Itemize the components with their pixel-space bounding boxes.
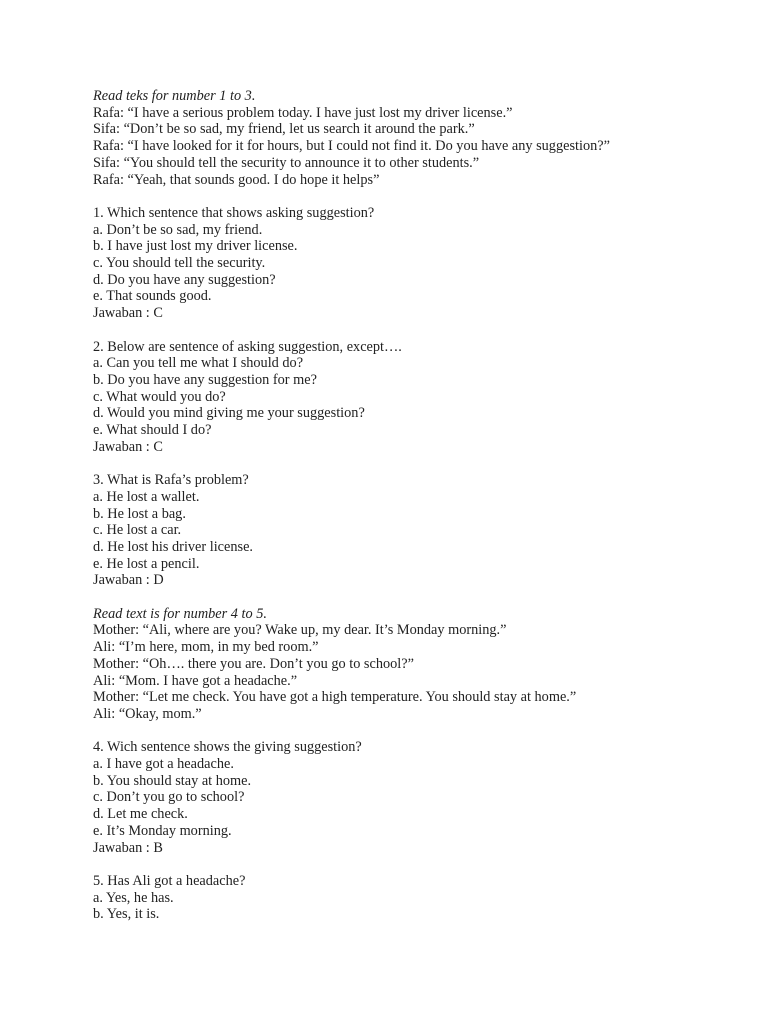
- answer-option: c. He lost a car.: [93, 522, 182, 539]
- answer-option: b. He lost a bag.: [93, 505, 186, 522]
- question-2: [93, 339, 733, 456]
- paragraph-gap: [93, 322, 733, 339]
- document-page: [93, 88, 733, 923]
- answer-option: e. It’s Monday morning.: [93, 822, 232, 839]
- answer-option: e. He lost a pencil.: [93, 555, 200, 572]
- answer-option: a. He lost a wallet.: [93, 488, 200, 505]
- dialogue-line: Mother: “Oh…. there you are. Don’t you go to school?”: [93, 655, 414, 672]
- question-text: 4. Wich sentence shows the giving suggestion?: [93, 739, 362, 756]
- paragraph-gap: [93, 455, 733, 472]
- answer-option: a. Yes, he has.: [93, 889, 174, 906]
- dialogue-line: Rafa: “Yeah, that sounds good. I do hope it helps”: [93, 171, 380, 188]
- dialogue-line: Rafa: “I have a serious problem today. I have just lost my driver license.”: [93, 104, 513, 121]
- answer-option: d. He lost his driver license.: [93, 538, 254, 555]
- dialogue-line: Ali: “Mom. I have got a headache.”: [93, 672, 298, 689]
- dialogue-line: Ali: “I’m here, mom, in my bed room.”: [93, 639, 319, 656]
- paragraph-gap: [93, 856, 733, 873]
- passage-2: [93, 606, 733, 723]
- answer-option: d. Let me check.: [93, 806, 188, 823]
- answer-option: a. Don’t be so sad, my friend.: [93, 221, 263, 238]
- question-text: 2. Below are sentence of asking suggestion, except….: [93, 338, 402, 355]
- dialogue-line: Sifa: “Don’t be so sad, my friend, let us search it around the park.”: [93, 121, 475, 138]
- answer-option: a. Can you tell me what I should do?: [93, 355, 304, 372]
- answer-option: b. You should stay at home.: [93, 772, 252, 789]
- question-text: 5. Has Ali got a headache?: [93, 872, 246, 889]
- answer-option: c. You should tell the security.: [93, 255, 266, 272]
- answer-option: e. What should I do?: [93, 422, 212, 439]
- answer-option: b. I have just lost my driver license.: [93, 238, 298, 255]
- answer-option: e. That sounds good.: [93, 288, 212, 305]
- answer-option: c. Don’t you go to school?: [93, 789, 245, 806]
- dialogue-line: Rafa: “I have looked for it for hours, but I could not find it. Do you have any suggestion?”: [93, 138, 610, 155]
- answer-key: Jawaban : C: [93, 438, 163, 455]
- paragraph-gap: [93, 188, 733, 205]
- dialogue-line: Ali: “Okay, mom.”: [93, 705, 202, 722]
- answer-option: d. Do you have any suggestion?: [93, 271, 276, 288]
- passage-1: [93, 88, 733, 188]
- dialogue-line: Mother: “Ali, where are you? Wake up, my dear. It’s Monday morning.”: [93, 622, 507, 639]
- paragraph-gap: [93, 589, 733, 606]
- answer-option: d. Would you mind giving me your suggestion?: [93, 405, 365, 422]
- question-5: [93, 873, 733, 923]
- question-4: [93, 739, 733, 856]
- question-3: [93, 472, 733, 589]
- passage-2-heading: Read text is for number 4 to 5.: [93, 605, 267, 622]
- answer-key: Jawaban : D: [93, 572, 164, 589]
- question-text: 1. Which sentence that shows asking suggestion?: [93, 204, 375, 221]
- answer-option: c. What would you do?: [93, 388, 226, 405]
- dialogue-line: Mother: “Let me check. You have got a high temperature. You should stay at home.”: [93, 689, 577, 706]
- answer-option: b. Do you have any suggestion for me?: [93, 371, 317, 388]
- answer-option: a. I have got a headache.: [93, 756, 234, 773]
- paragraph-gap: [93, 723, 733, 740]
- dialogue-line: Sifa: “You should tell the security to announce it to other students.”: [93, 154, 480, 171]
- answer-key: Jawaban : B: [93, 839, 163, 856]
- question-text: 3. What is Rafa’s problem?: [93, 472, 249, 489]
- answer-key: Jawaban : C: [93, 305, 163, 322]
- passage-1-heading: Read teks for number 1 to 3.: [93, 88, 256, 104]
- question-1: [93, 205, 733, 322]
- answer-option: b. Yes, it is.: [93, 906, 160, 923]
